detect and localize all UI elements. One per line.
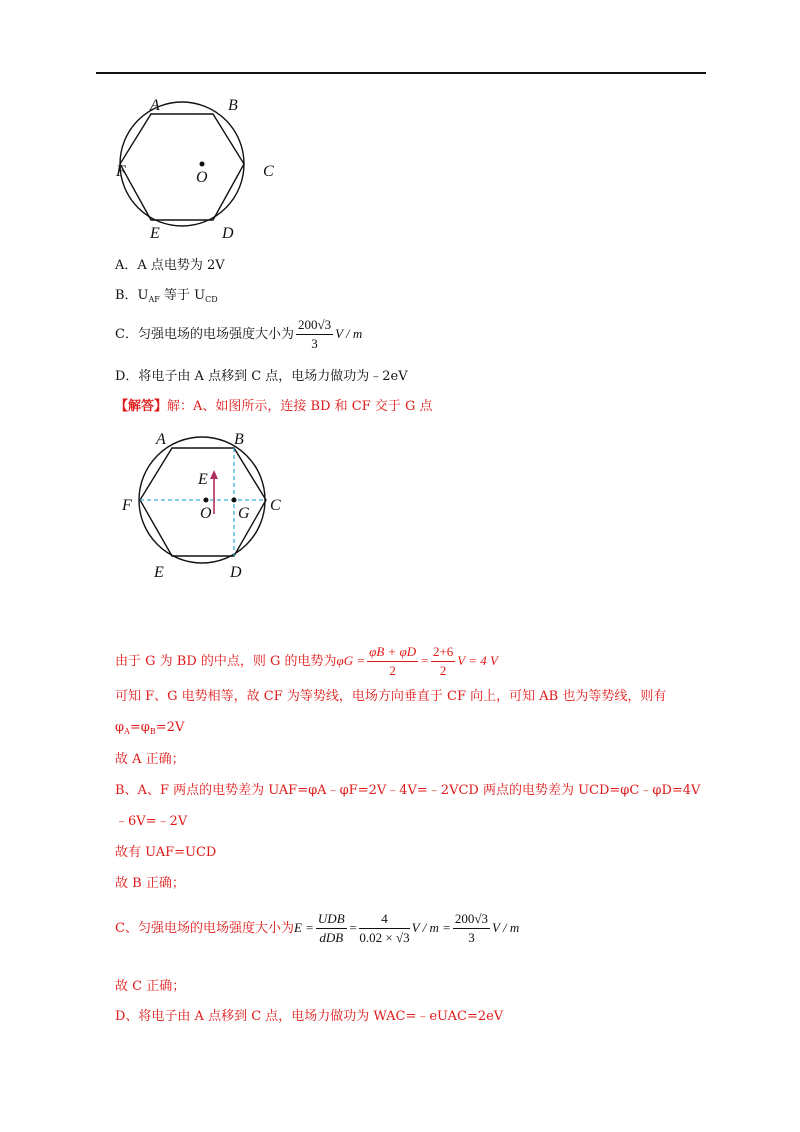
option-c: C．匀强电场的电场强度大小为 $\frac{200√3}{3}$ V / m (115, 317, 363, 351)
solution-c-field: C、匀强电场的电场强度大小为E = $\frac{\text{UDB}}{\text{dDB}}$ = $\frac{4}{0.02 \times √3}$ V / m = $\frac{200√3}{3}$ V / m (115, 911, 520, 945)
label-F: F (122, 497, 132, 514)
field-arrow-head (210, 470, 218, 479)
label-E: E (154, 564, 164, 581)
conclusion-a: 故 A 正确； (115, 752, 185, 767)
label-C: C (270, 497, 281, 514)
hexagon-figure-1 (110, 92, 280, 242)
solution-intro: 【解答】解：A、如图所示，连接 BD 和 CF 交于 G 点 (115, 399, 433, 414)
center-dot (204, 498, 209, 503)
conclusion-b: 故 B 正确； (115, 876, 185, 891)
conclusion-c: 故 C 正确； (115, 979, 186, 994)
option-a: A．A 点电势为 2V (115, 258, 225, 273)
solution-equipotential: 可知 F、G 电势相等，故 CF 为等势线，电场方向垂直于 CF 向上，可知 AB 也为等势线，则有 (115, 689, 667, 704)
hexagon-outline (120, 114, 244, 220)
header-rule (96, 72, 706, 74)
g-dot (232, 498, 237, 503)
option-b: B．$U_{AF}$ 等于 $U_{CD}$ (115, 288, 218, 304)
solution-b-line1: B、A、F 两点的电势差为 UAF=φA﹣φF=2V﹣4V=﹣2VCD 两点的电势差为 UCD=φC﹣φD=4V (115, 783, 701, 798)
label-E: E (150, 225, 160, 242)
solution-b-line2: ﹣6V=﹣2V (115, 814, 188, 829)
label-E-field: E (198, 471, 208, 488)
label-A: A (156, 431, 166, 448)
solution-d: D、将电子由 A 点移到 C 点，电场力做功为 WAC=﹣eUAC=2eV (115, 1009, 504, 1024)
label-G: G (238, 505, 250, 522)
center-dot (200, 162, 205, 167)
solution-phi-equal: $\varphi_A=\varphi_B=2V$ (115, 720, 185, 736)
label-B: B (228, 97, 238, 114)
label-D: D (230, 564, 242, 581)
label-O: O (200, 505, 212, 522)
circle-outline (120, 102, 244, 226)
label-C: C (263, 163, 274, 180)
solution-b-have: 故有 UAF=UCD (115, 845, 217, 860)
label-A: A (150, 97, 160, 114)
hexagon-figure-2 (110, 426, 290, 581)
solution-g-potential: 由于 G 为 BD 的中点，则 G 的电势为φG = $\frac{\varphi B + \varphi D}{2}$ = $\frac{2+6}{2}$ V = 4 V (115, 644, 498, 678)
hexagon-outline (140, 448, 266, 556)
label-B: B (234, 431, 244, 448)
label-D: D (222, 225, 234, 242)
option-d: D．将电子由 A 点移到 C 点，电场力做功为﹣2eV (115, 369, 408, 384)
label-F: F (116, 163, 126, 180)
label-O: O (196, 169, 208, 186)
